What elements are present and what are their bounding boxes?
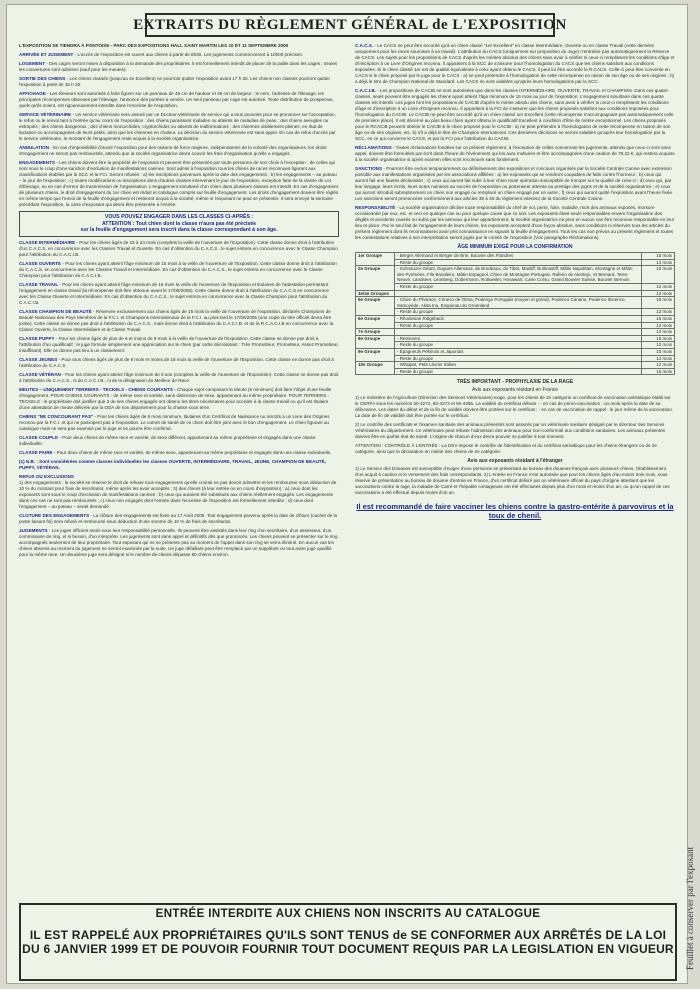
class-item (19, 435, 339, 447)
right-column (355, 43, 675, 899)
age-group-cell: 3e/4e Groupes (356, 290, 395, 297)
class-item-text: - Pour les chiens ayant atteint l'âge minimum de 15 mois à la veille de l'ouverture de l'Exposition. Cette classe donne droit à l'attribution du C.A.C.S. en concurrence avec les Classes Travail et Intermédiaire. En cas d'obtention du C.A.C.S., le sujet entrera en concurrence avec le Classe Champion pour l'attribution du C.A.C.I.B. (19, 260, 337, 278)
class-item-heading: CLASSE JEUNES (19, 356, 58, 362)
jugements-heading: JUGEMENTS (19, 527, 48, 533)
vaccine-advice: Il est recommandé de faire vacciner les chiens contre la gastro-entérite à parvovirus et la toux de chenil. (356, 502, 674, 521)
age-table-row (356, 368, 675, 375)
right-section-heading: RÉCLAMATIONS (355, 145, 392, 150)
age-group-cell: 9e Groupe (356, 348, 395, 361)
age-breed-cell: - Épagneuls Pékinois et Japonais (395, 348, 642, 355)
left-section-text: - Les chiens doivent être la propriété de l'exposant et peuvent être présentés par toute personne de son choix à l'exception : de celles qui sont sous le coup d'une sanction d'exclusion de manifestations canines. Sont admis à l'exposition tous les chiens de races reconnues figurant aux classifications établies par la SCC et la FCI. Seront refusés : a) les inscriptions parvenues après la date des engagements ; b) les engagements – au poteau – le jour de l'exposition ; c) toutes modifications ou inscriptions dans d'autres classes intervenant le jour de l'exposition, exception faite de la classe de Lot d'Élevage, ou en cas d'erreur de transmission de l'organisation. L'engagement simultané d'un chien dans plusieurs classes est interdit. En cas d'engagement de plusieurs chiens, le droit d'engagement du 1er chien est réduit et catalogue compris sur feuille d'engagement. Les droits d'engagement doivent être réglés en même temps que l'envoi de la feuille d'engagement et resteront acquis à la société, même si l'exposant ne peut se présenter. Il sera envoyé la semaine précédant l'exposition, la carte d'exposant qui devra être présentée à l'entrée. (19, 160, 339, 207)
left-section-text: - En cas d'impossibilité d'ouvrir l'exposition pour des raisons de force majeure, indépendantes de la volonté des organisateurs, les droits d'engagement ne seront pas remboursés, attendu que la société organisatrice devra couvrir les frais d'organisation qu'elle a engagés. (19, 145, 327, 156)
refus-section (19, 474, 339, 510)
class-item (19, 240, 339, 258)
age-table-row (356, 362, 675, 369)
age-months-cell: 12 mois (642, 290, 675, 297)
right-section (355, 145, 675, 163)
age-table-row (356, 315, 675, 322)
age-months-cell: 12 mois (642, 309, 675, 316)
age-table-row (356, 342, 675, 349)
rabies-p2: 2) Le contrôle des certificats et l'examen sanitaire des animaux présentés sont assurés par un vétérinaire sanitaire désigné par le directeur des Services Vétérinaires du département. Ce vétérinaire peut refuser l'admission des animaux pour non-conformité aux conditions sanitaires. Les animaux présentés doivent être en parfait état de santé. L'origine de chacun d'eux devra pouvoir se justifier à tout moment. (355, 422, 666, 440)
right-section (355, 205, 675, 241)
class-item-heading: CLASSE INTERMÉDIAIRE (19, 239, 76, 245)
age-table-heading: ÂGE MINIMUM EXIGÉ POUR LA CONFIRMATION (457, 244, 573, 250)
age-breed-cell: - Reste du groupe (395, 259, 642, 266)
age-breed-cell: - Reste du groupe (395, 342, 642, 349)
right-sections (355, 43, 675, 241)
age-breed-cell: - Reste du groupe (395, 368, 642, 375)
age-months-cell: 12 mois (642, 322, 675, 329)
age-months-cell: 15 mois (642, 297, 675, 309)
age-months-cell: 12 mois (642, 342, 675, 349)
age-months-cell: 12 mois (642, 283, 675, 290)
age-table-row (356, 297, 675, 309)
age-months-cell: 12 mois (642, 259, 675, 266)
class-item (19, 309, 339, 333)
rabies-heading: TRÈS IMPORTANT - PROPHYLAXIE DE LA RAGE (456, 379, 574, 386)
class-item-text: - Réservée exclusivement aux chiens âgés de 15 mois la veille de l'ouverture de l'exposition, déclarés Champions de Beauté Nationaux des Pays Membres de la F.C.I. et Champions Internationaux de la F.C.I. au plus tard le 17/08/2005 (une copie du titre officiel devra être jointe). Cette classe ne donne pas droit à l'attribution du C.A.C.S., mais donne droit à l'attribution du C.A.C.I.B. et de la R.C.A.C.I.B en concurrence avec la Classe Ouverte, la Classe Intermédiaire et la Classe Travail. (19, 308, 334, 332)
age-breed-cell: - Reste du groupe (395, 355, 642, 362)
right-section-heading: RESPONSABILITÉ (355, 205, 396, 210)
class-item (19, 450, 339, 456)
age-table-row (356, 266, 675, 284)
left-section-heading: AFFICHAGE (19, 91, 46, 96)
age-months-cell: 15 mois (642, 315, 675, 322)
right-section (355, 43, 675, 85)
page-title: EXTRAITS DU RÈGLEMENT GÉNÉRAL de L'EXPOSITION (133, 16, 567, 33)
class-item-heading: CLASSE COUPLE (19, 434, 59, 440)
right-section (355, 166, 675, 202)
left-section (19, 76, 339, 88)
age-breed-cell: - Rhodesian Ridgeback (395, 315, 642, 322)
class-item-heading: CLASSE PUPPY (19, 335, 55, 341)
right-section-text: - Toutes réclamations fondées sur ce présent règlement, à l'exception de celles concernant les jugements, attendu que ceux-ci sont sans appel, doivent être formulées par écrit dans l'heure de l'événement qui les aura motivées et être accompagnées d'une caution de 76,22 €, qui restera acquise à la société organisatrice si après examen elles sont reconnues sans fondement. (355, 145, 675, 162)
age-breed-cell: - Berger Allemand et Berger de Brie, Bouvier des Flandres (395, 253, 642, 260)
age-breed-cell: - Reste du groupe (395, 322, 642, 329)
classes-box-heading: VOUS POUVEZ ENGAGER DANS LES CLASSES CI-APRÈS : (104, 214, 254, 220)
class-item (19, 372, 339, 384)
title-box (133, 13, 567, 37)
age-months-cell: 15 mois (642, 253, 675, 260)
class-item (19, 282, 339, 306)
rabies-p3: 1) Le Service des Douanes est susceptible d'exiger d'une personne se présentant au bureau des douanes français avec plusieurs chiens, l'établissement d'un acquit à caution et le versement des frais correspondants. 2) L'entrée en France n'est autorisée que pour les chiens âgés d'au moins trois mois, sous réserve de présentation au bureau de douane d'entrée en France, d'un certificat délivré par un vétérinaire officiel du pays d'origine attestant que les vaccinations contre la rage, la maladie de Carré et l'hépatite contagieuse ont été effectuées depuis plus d'un mois et moins d'un an, ou qu'un rappel de ces vaccinations a été effectué depuis moins d'un an. (355, 466, 670, 496)
classes-box (19, 211, 339, 237)
age-table-row (356, 355, 675, 362)
left-section-text: - Les éleveurs sont autorisés à faire figurer sur un panneau de 45 cm de hauteur et 35 cm de largeur : le nom, l'adresse de l'élevage, les principales récompenses obtenues par l'élevage, l'annonce des portées à vendre. Un seul panneau par cage est autorisé. Toute distribution de prospectus, quels qu'ils soient, est rigoureusement interdite dans l'enceinte de l'exposition. (19, 91, 334, 108)
age-months-cell: 12 mois (642, 362, 675, 369)
left-section-heading: LOGEMENT (19, 61, 46, 66)
age-months-cell: 12 mois (642, 355, 675, 362)
age-table-row (356, 348, 675, 355)
age-months-cell: 15 mois (642, 266, 675, 284)
left-section (19, 112, 339, 142)
age-group-cell: 7e Groupe (356, 329, 395, 336)
classes-box-line2: ATTENTION : Tout chien dont la classe n'aura pas été précisée (101, 220, 257, 227)
class-item (19, 414, 339, 432)
left-section (19, 61, 339, 73)
class-item-heading: CHIENS "NE CONCOURANT PAS" (19, 413, 94, 419)
left-column (19, 43, 339, 899)
class-item-heading: MEUTES – UNIQUEMENT TERRIERS - TECKELS - CHIENS COURANTS - (19, 386, 176, 392)
left-section-heading: ENGAGEMENTS (19, 160, 55, 165)
age-months-cell: 12 mois (642, 329, 675, 336)
jugements-section (19, 528, 339, 558)
age-table-row (356, 259, 675, 266)
footer-line3: DU 6 JANVIER 1999 ET DE POUVOIR FOURNIR TOUT DOCUMENT REQUIS PAR LA LEGISLATION EN VIGUEUR (22, 942, 674, 956)
right-section-heading: SANCTIONS (355, 166, 383, 171)
age-breed-cell (395, 329, 642, 336)
age-group-cell: 5e Groupe (356, 297, 395, 316)
regulation-sheet (6, 4, 688, 984)
class-item-heading: CLASSE TRAVAIL (19, 281, 59, 287)
right-section (355, 88, 675, 142)
left-section (19, 52, 339, 58)
footer-line1: ENTRÉE INTERDITE AUX CHIENS NON INSCRITS AU CATALOGUE (155, 908, 541, 920)
left-section-heading: SORTIE DES CHIENS (19, 76, 66, 81)
left-section-text: - Des cages seront mises à disposition à la demande des propriétaires. Il est formellement interdit de placer de la paille dans les cages ; seules les couvertures sont admises (sauf pour les meutes). (19, 61, 338, 72)
age-months-cell: 15 mois (642, 368, 675, 375)
left-section (19, 91, 339, 109)
jugements-text: - Les juges officient seuls sous leur responsabilité personnelle. Ils peuvent être assistés dans leur ring d'un secrétaire, d'un assesseur, d'un commissaire de ring, et si besoin, d'un interprète. Les jugements sont sans appel et définitifs dès que prononcés. Les chiens peuvent se présenter sur le ring accompagnés seulement de leur propriétaire. Tout exposant qui ne se présente pas au moment de l'appel dans son ring se verra éliminé. En aucun cas les chiens absents au moment du jugement ne seront examinés par la suite. Un juge défaillant peut être remplacé par un suppléant ou tout autre juge qualifié pour la même race. Un deuxième juge sera désigné si le nombre de chiens dépasse 80 chiens environ. (19, 527, 338, 557)
age-table-row (356, 335, 675, 342)
class-item-text: - Pour deux chiens de même race et variété, de sexe différent, appartenant au même propriétaire et engagés dans une classe individuelle. (19, 434, 316, 446)
age-group-cell: 1er Groupe (356, 253, 395, 266)
left-section-heading: ARRIVÉE ET JUGEMENT (19, 52, 74, 57)
rabies-p1: 1) Le ministère de l'Agriculture (Direction des Services Vétérinaires) exige, pour les chiens de 2e catégorie un certificat de vaccination antirabique établi sur le CERFA sous les numéros 50-4272, 50-4273 et 50-4286. La validité du certificat débute : - en cas de primo-vaccination : un mois après la date de sa délivrance. Les dates du début et de la fin de validité doivent être portées sur le certificat ; - en cas de vaccination de rappel : le jour même de la vaccination. La date de fin de validité doit être portée sur le certificat. (355, 395, 674, 419)
refus-text: 1) des engagements : la société se réserve le droit de refuser tous engagements qu'elle croirait ne pas devoir admettre et les rembourser sous déduction de 10 % du montant pour frais de secrétariat, même après les avoir acceptés ; 2) des chiens (à leur entrée ou en cours d'exposition) : a) ceux dont les exposants sont sous le coup d'exclusion de manifestations canines ; b) ceux qui auraient été substitués aux chiens réellement engagés. Les engagements dans ces cas ne sont pas remboursés ; c) ceux non engagés dont l'entrée dans l'enceinte de l'exposition est formellement interdite ; d) ceux dont l'engagement – au poteau – serait demandé. (19, 479, 337, 509)
class-item (19, 387, 339, 411)
age-table-row (356, 290, 675, 297)
age-months-cell: 15 mois (642, 335, 675, 342)
class-item (19, 357, 339, 369)
rabies-attention: ATTENTION : CONTRÔLE À L'ENTRÉE : La DSV impose le contrôle de l'identification et du certificat antirabique pour les chiens étrangers ou de 2e catégorie, ainsi que la déclaration en mairie des chiens de 2e catégorie. (355, 443, 657, 455)
class-item-text: Chaque sujet composant la Meute (6 minimum) doit faire l'objet d'une feuille d'engagement. POUR CHIENS COURANTS : de même race et variété, sans distinction de sexe, appartenant au même propriétaire. POUR TERRIERS - TECKELS : le propriétaire doit justifier que 3 de ses chiens engagés ont obtenu les titres nécessaires pour accéder à la classe travail ou qu'il est titulaire d'une attestation de meute délivrée par la ODA de son département pour la chasse sous terre. (19, 386, 332, 410)
age-breed-cell: - Schnauzer Géant, Dogues Allemand, de Bordeaux, du Tibet, Mastiff, Bullmastiff, Mâtin Napolitain, Montagne et Mâtin des Pyrénées, Fila Brasileiro, Mâtin Espagnol, Chien de Montagne Portugais, Rafeiro de Alentejo, St Bernard, Terre-Neuve, Landseer, Leonberg, Dobermann, Rottweiler, Hovawart, Cane Corso, Grand Bouvier Suisse, Bouvier Bernois (395, 266, 642, 284)
left-section-heading: SERVICE VÉTÉRINAIRE (19, 112, 72, 117)
class-item-text: - Pour les chiens âgés de 15 à 24 mois (complets la veille de l'ouverture de l'Exposition). Cette classe donne droit à l'attribution d'un C.A.C.S. en concurrence avec les Classes Travail et Ouverte. En cas d'obtention du C.A.C.S., le sujet entrera en concurrence avec le Classe Champion pour l'attribution du C.A.C.I.B. (19, 239, 338, 257)
left-section (19, 160, 339, 208)
right-section-text: - Pourront être exclus temporairement ou définitivement des expositions et concours organisés par la Société Centrale Canine avec extension possible aux manifestations organisées par les associations affiliées : a) les exposants qui se rendront coupables de faits contre l'honneur ; b) ceux qui auront fait une fausse déclaration ; c) ceux qui auront fait subir à leur chien toute opération susceptible de tromper sur la qualité de celui-ci ; d) ceux qui, par leur langage, leurs écrits, leurs actes nuiraient au succès de l'exposition ou porteraient atteinte au prestige des juges et de la société organisatrice ; e) ceux qui auront introduit subrepticement un chien non engagé ou remplacé un chien engagé par un autre ; f) ceux qui auront quitté l'exposition avant l'heure fixée. Les sanctions seront prononcées conformément aux articles 38 à 36 du règlement intérieur de la Société Centrale Canine. (355, 166, 674, 201)
age-breed-cell (395, 290, 642, 297)
class-item (19, 336, 339, 354)
rabies-subheading: Avis aux exposants résidant en France (471, 387, 559, 394)
nb-note: (1) N.B. : Sont considérées comme classes individuelles les classes OUVERTE, INTERMÉDIAIRE, TRAVAIL, JEUNE, CHAMPION DE BEAUTÉ, PUPPY, VÉTÉRAN. (19, 458, 326, 470)
classes-box-line3: sur la feuille d'engagement sera inscrit dans la classe correspondant à son âge. (80, 227, 278, 233)
abroad-heading: Avis aux exposants résidant à l'étranger (467, 458, 563, 465)
left-section-text: - Un service vétérinaire sera assuré par un Docteur-vétérinaire de service qui a tous pouvoirs pour se prononcer sur l'acceptation, le refus ou le renvoi tant à l'entrée qu'au cours de l'exposition : des chiens paraissant malades ou atteints de maladies de peau ; des chiens aveugles ou estropiés ; des chiens dangereux ; des chiens monorchides, cryptorchides ou atteints de malformations ; des chiennes visiblement pleines, en état de lactation ou accompagnées de leurs petits, ainsi que les chiennes en chaleur. La décision du service vétérinaire est sans appel. En cas de refus d'accès par le service vétérinaire, le montant de l'engagement reste acquis à la société organisatrice. (19, 112, 336, 141)
left-section (19, 145, 339, 157)
age-table-row (356, 329, 675, 336)
refus-heading: REFUS OU EXCLUSIONS (19, 473, 74, 479)
age-group-cell: 6e Groupe (356, 315, 395, 328)
age-group-cell: 8e Groupe (356, 335, 395, 348)
class-item-text: - Pour les chiens ayant atteint l'âge minimum de 8 ans (complets la veille de l'ouverture de l'Exposition). Cette classe ne donne pas droit à l'attribution du C.A.C.S., ni du C.A.C.I.B., ni de la désignation du Meilleur de Race. (19, 371, 339, 383)
class-list (19, 240, 339, 456)
age-table-row (356, 253, 675, 260)
intro-text: L'EXPOSITION SE TIENDRA À PONTOISE - PARC DES EXPOSITIONS HALL SAINT MARTIN LES 10 ET 11 SEPTEMBRE 2005 (19, 43, 289, 48)
class-item-heading: CLASSE VÉTÉRAN (19, 371, 61, 377)
class-item-text: - Pour les chiens ayant atteint l'âge minimum de 15 mois la veille de l'ouverture de l'Exposition et titulaires de l'attestation permettant l'engagement en classe travail (la récompense doit être obtenue avant le 17/08/2005). Cette classe donne droit à l'attribution du C.A.C.S en concurrence avec les Classe Ouverte et Intermédiaire. En cas d'obtention du C.A.C.S., le sujet entrera en concurrence avec la Classe Champion pour l'attribution du C.A.C.I.B. (19, 281, 329, 305)
age-breed-cell: - Chien du Pharaon, Cirneco de l'Etna, Podengo Portugais (moyen et grand), Podenco Canario, Podenco Ibicenco, Samoyède, Akita Inu, Esquimau du Groenland (395, 297, 642, 309)
age-group-cell: 2e Groupe (356, 266, 395, 290)
right-section-heading: C.A.C.I.B. (355, 88, 376, 93)
side-note-text: Feuillet à conserver par l'exposant (685, 846, 695, 970)
age-breed-cell: - Whippet, Petit Lévrier Italien (395, 362, 642, 369)
left-section-text: - Les chiens classés (jusqu'au 4e Excellent) ne pourront quitter l'exposition avant 17 h 30. Les chiens non classés pourront quitter l'exposition à partir de 15 h 30. (19, 76, 330, 87)
cloture-section (19, 513, 339, 525)
age-table-row (356, 322, 675, 329)
age-table-row (356, 283, 675, 290)
right-section-heading: C.A.C.S. (355, 43, 374, 48)
age-breed-cell: - Reste du groupe (395, 309, 642, 316)
class-item-text: - Pour tous chiens âgés de plus de 9 mois et moins de 18 mois la veille de l'ouverture de l'Exposition. Cette classe ne donne pas droit à l'attribution du C.A.C.S. (19, 356, 334, 368)
age-months-cell: 10 mois (642, 348, 675, 355)
left-section-heading: ANNULATION (19, 145, 50, 150)
right-section-text: - Les propositions de CACIB ne sont autorisées que dans les classes INTERMÉDIAIRE, OUVERTE, TRAVAIL et CHAMPION. Dans ces quatre classes, seuls peuvent être engagés les chiens ayant atteint l'âge minimum de 15 mois au jour de l'exposition. L'engagement simultané dans ces quatre classes est interdit. Les juges font les propositions de CACIB d'après le mérite absolu des chiens, sans avoir à vérifier si ceux-ci remplissent les conditions d'âge et d'inscription à un Livre d'Origines reconnu. Il appartient à la FCI de s'assurer que les chiens proposés satisfont aux conditions imposées pour l'homologation du CACIB. Le CACIB ne peut être accordé qu'à un chien classé 1er Excellent (cette récompense n'accompagnant pas automatiquement celle de première place). Il est décerné au plus beau chien ayant obtenu le qualificatif Excellent à condition d'être de mérite exceptionnel. Les chiens proposés pour le RCACIB peuvent obtenir le CACIB si le chien proposé pour le CACIB : a) ne peut prétendre à l'homologation de cette récompense en raison de son âge ou de ses origines, etc. b) s'il a déjà le titre de Champion International. Ces dernières décisions ne seront valables qu'après leur homologation par la SCC, en ce qui concerne le CACS, et par la FCI pour l'attribution du CACIB. (355, 88, 674, 141)
age-breed-cell: - Retrievers (395, 335, 642, 342)
class-item-heading: CLASSE OUVERTE (19, 260, 62, 266)
footer-box (19, 903, 677, 981)
left-section-text: - L'accès de l'exposition est ouvert aux chiens à partir de 8h30. Les jugements commenceront à 10h00 précises. (73, 52, 303, 57)
cloture-heading: CLOTURE DES ENGAGEMENTS (19, 512, 90, 518)
class-item-text: - Pour deux chiens de même race et variété, de même sexe, appartenant au même propriétaire et engagés dans une classe individuelle. (52, 449, 332, 455)
age-table (355, 252, 675, 375)
class-item-heading: CLASSE PAIRE (19, 449, 53, 455)
footer-line2: IL EST RAPPELÉ AUX PROPRIÉTAIRES QU'ILS SONT TENUS de SE CONFORMER AUX ARRÊTÉS DE LA LOI (29, 928, 667, 942)
left-sections (19, 52, 339, 208)
class-item-text: - Pour les chiens âgés de 6 mois minimum, titulaires d'un Certificat de Naissance ou inscrits à un Livre des Origines reconnu par la F.C.I. et qui ne participent pas à l'exposition. Le carnet de santé de ce chien doit être joint avec le bon d'engagement. Le chien figurant au catalogue mais ne sera pas examiné par le juge et ne pourra être confirmé. (19, 413, 330, 431)
age-group-cell: 10e Groupe (356, 362, 395, 375)
cloture-text: - La clôture des engagements est fixée au 17 Août 2005. Tout engagement parvenu après la date de clôture (cachet de la poste faisant foi) sera refusé et remboursé sous déduction d'une somme de 10 % de frais de secrétariat. (19, 512, 338, 524)
class-item (19, 261, 339, 279)
right-section-text: - La société organisatrice décline toute responsabilité du chef de vol, perte, fuite, maladie, mort des animaux exposés, morsure occasionnée par eux, etc. et ceci en quelque cas ou pour quelque cause que ce soit. Les exposants étant seuls responsables envers l'organisation des dégâts et accidents causés ou subis par les animaux qui leur appartiennent, la société organisatrice ne peut en aucun cas être reconnue responsable en leur lieu et place. Par le seul fait de l'engagement de leurs chiens, les exposants acceptent d'une façon absolue, sans conditions ni réserves tous les articles du présent règlement dont ils reconnaissent avoir pris connaissance en signant la feuille d'engagement. Tous les cas non prévus au présent règlement et toutes les contestations relatives à son interprétation seront jugés par le comité de l'exposition (Voir paragraphe Réclamations). (355, 205, 675, 240)
age-table-row (356, 309, 675, 316)
class-item-heading: CLASSE CHAMPION DE BEAUTÉ (19, 308, 92, 314)
class-item-text: - Pour les chiens âgés de plus de 6 et moins de 9 mois à la veille de l'ouverture de l'Exposition. Cette classe ne donne pas droit à l'attribution d'un qualificatif ; le juge formule simplement une appréciation sur le chien (par ordre décroissant : Très Prometteur, Prometteur, Assez Prometteur, Insuffisant). Elle ne donne pas lieu à un classement. (19, 335, 339, 353)
side-note (685, 800, 697, 970)
age-breed-cell: - Reste du groupe (395, 283, 642, 290)
right-section-text: - Le CACS ne peut être accordé qu'à un chien classé "1er Excellent" en classe Intermédiaire, Ouverte ou en classe Travail (cette dernière uniquement pour les races soumises à un travail). L'attribution du CACS (uniquement sur proposition du Juge) n'entraîne pas automatiquement la Réserve de CACS. Les sujets pour les propositions de CACS d'après les mérites absolus des chiens sans avoir à vérifier si ceux-ci remplissent les conditions d'âge et d'inscription à un Livre d'Origines reconnu. Il appartient à la SCC de s'assurer pour l'homologation du CACS que les chiens satisfont aux conditions imposées. Si le chien classé 1er est de qualité équivalente à celui ayant obtenu le CACS, il peut lui être accordé la R.CACS. Celle-ci peut être convertie en CACS si le chien proposé par le juge pour le CACS : a) ne peut prétendre à l'homologation de cette récompense en raison de son âge ou de ses origines ; b) a déjà le titre de Champion National de Standard. Les CACS ne sont valables qu'après leurs homologations par la SCC. (355, 43, 675, 84)
